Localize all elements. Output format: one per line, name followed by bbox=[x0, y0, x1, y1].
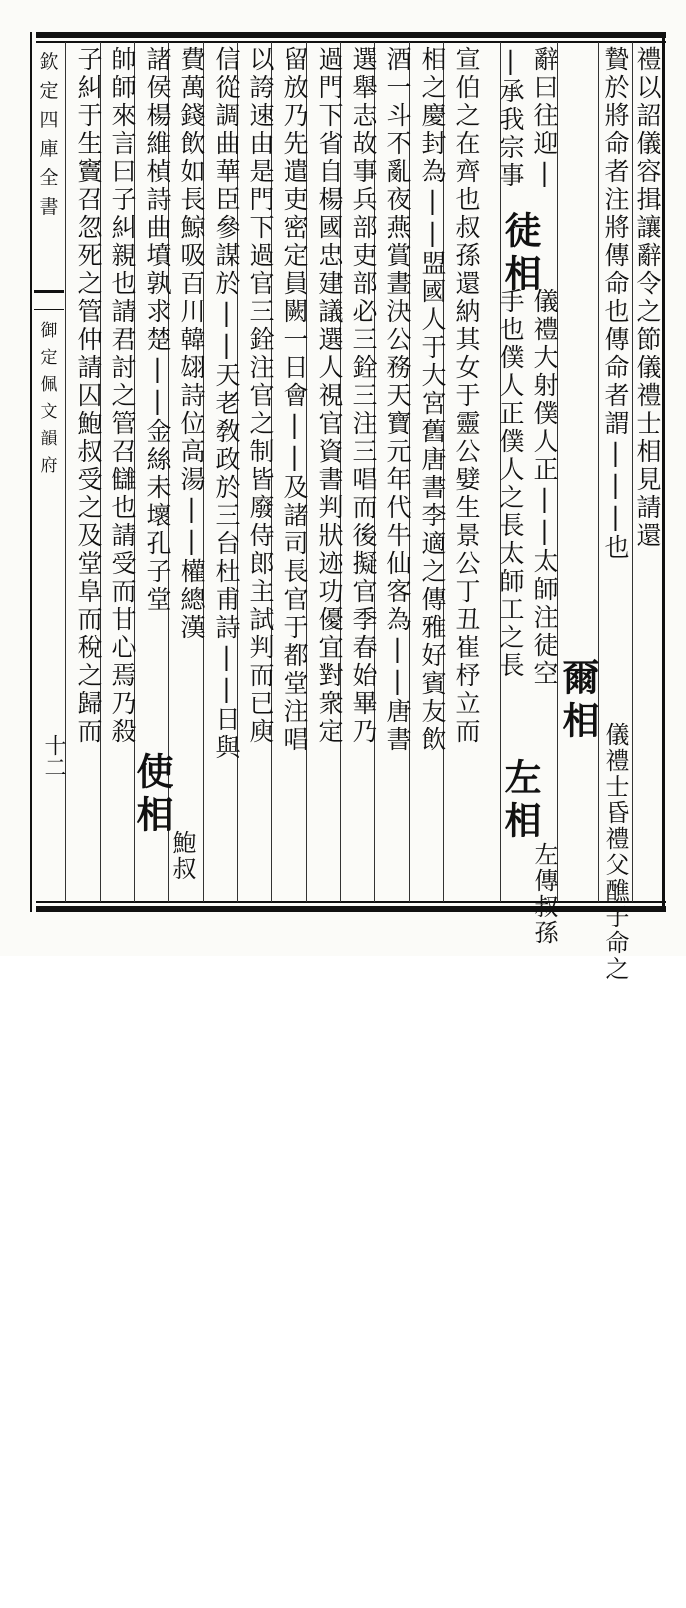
text-column-11 bbox=[309, 46, 349, 902]
margin-char: 佩 bbox=[40, 375, 58, 395]
headword: 徒相 bbox=[498, 211, 542, 297]
margin-char: 欽 bbox=[39, 51, 59, 73]
spine-border bbox=[30, 32, 32, 912]
column-text: 過門下省自楊國忠建議選人視官資書判狀迹功優宜對衆定 bbox=[315, 46, 344, 746]
column-text: 贄於將命者注將傳命也傳命者謂|||也 bbox=[601, 46, 630, 562]
margin-char: 定 bbox=[40, 348, 58, 368]
text-column-17 bbox=[102, 46, 142, 902]
text-column-16-note bbox=[162, 830, 202, 900]
column-text: 相之慶封為||盟國人于大宮舊唐書李適之傳雅好賓友飲 bbox=[418, 46, 447, 754]
column-text: 信從調曲華臣參謀於||天老敎政於三台杜甫詩||日與 bbox=[212, 46, 241, 762]
text-column-3-note bbox=[596, 722, 634, 1578]
column-text: 酒一斗不亂夜燕賞晝決公務天寶元年代牛仙客為||唐書 bbox=[383, 46, 412, 754]
text-column-13 bbox=[240, 46, 280, 902]
text-column-10 bbox=[343, 46, 383, 902]
column-text: 手也僕人正僕人之長太師工之長 bbox=[496, 288, 525, 680]
column-text: 鮑叔 bbox=[168, 830, 196, 882]
headword: 爾相 bbox=[556, 658, 600, 744]
fish-tail-mark bbox=[34, 290, 64, 310]
column-text: |承我宗事 bbox=[496, 46, 525, 190]
headword: 左相 bbox=[498, 758, 542, 844]
column-text: 宣伯之在齊也叔孫還納其女于靈公嬖生景公丁丑崔杼立而 bbox=[452, 46, 481, 746]
top-border bbox=[36, 32, 666, 38]
text-column-14 bbox=[206, 46, 246, 902]
column-text: 子糾于生竇召忽死之管仲請囚鮑叔受之及堂阜而稅之歸而 bbox=[74, 46, 103, 746]
margin-char: 全 bbox=[39, 167, 59, 189]
margin-char: 文 bbox=[40, 402, 58, 422]
margin-char: 御 bbox=[40, 321, 58, 341]
margin-book-title bbox=[34, 318, 64, 480]
margin-char: 韻 bbox=[40, 429, 58, 449]
text-column-15 bbox=[171, 46, 211, 902]
text-column-9 bbox=[377, 46, 417, 902]
column-text: 左傳叔孫 bbox=[530, 842, 558, 946]
column-text: 諸侯楊維楨詩曲墳孰求楚||金絲未壞孔子堂 bbox=[143, 46, 172, 614]
margin-char: 定 bbox=[39, 80, 59, 102]
column-text: 費萬錢飲如長鯨吸百川韓翃詩位高湯||權總漢 bbox=[177, 46, 206, 642]
margin-char: 四 bbox=[39, 109, 59, 131]
text-column-6-note bbox=[524, 842, 564, 946]
margin-title bbox=[34, 48, 64, 222]
text-column-18 bbox=[68, 46, 108, 902]
headword: 使相 bbox=[130, 752, 174, 838]
margin-char: 書 bbox=[39, 196, 59, 218]
column-text: 儀禮士昏禮父醮子命之 bbox=[601, 722, 629, 982]
text-column-12 bbox=[274, 46, 314, 902]
margin-char: 庫 bbox=[39, 138, 59, 160]
column-text: 留放乃先遣吏密定員闕一日會||及諸司長官于都堂注唱 bbox=[280, 46, 309, 754]
top-border-thin bbox=[36, 41, 666, 43]
column-text: 辭曰往迎| bbox=[530, 46, 559, 190]
column-text: 以誇速由是門下過官三銓注官之制皆廢侍郎主試判而已庾 bbox=[246, 46, 275, 746]
margin-char: 府 bbox=[40, 456, 58, 476]
text-column-8 bbox=[412, 46, 452, 902]
text-column-7 bbox=[446, 46, 486, 902]
column-text: 儀禮大射僕人正||太師注徒空 bbox=[530, 288, 559, 688]
page-number: 十二 bbox=[41, 734, 66, 778]
column-text: 選舉志故事兵部吏部必三銓三注三唱而後擬官季春始畢乃 bbox=[349, 46, 378, 746]
column-text: 帥師來言曰子糾親也請君討之管召讎也請受而甘心焉乃殺 bbox=[108, 46, 137, 746]
column-text: 禮以詔儀容揖讓辭令之節儀禮士相見請還 bbox=[633, 46, 662, 550]
